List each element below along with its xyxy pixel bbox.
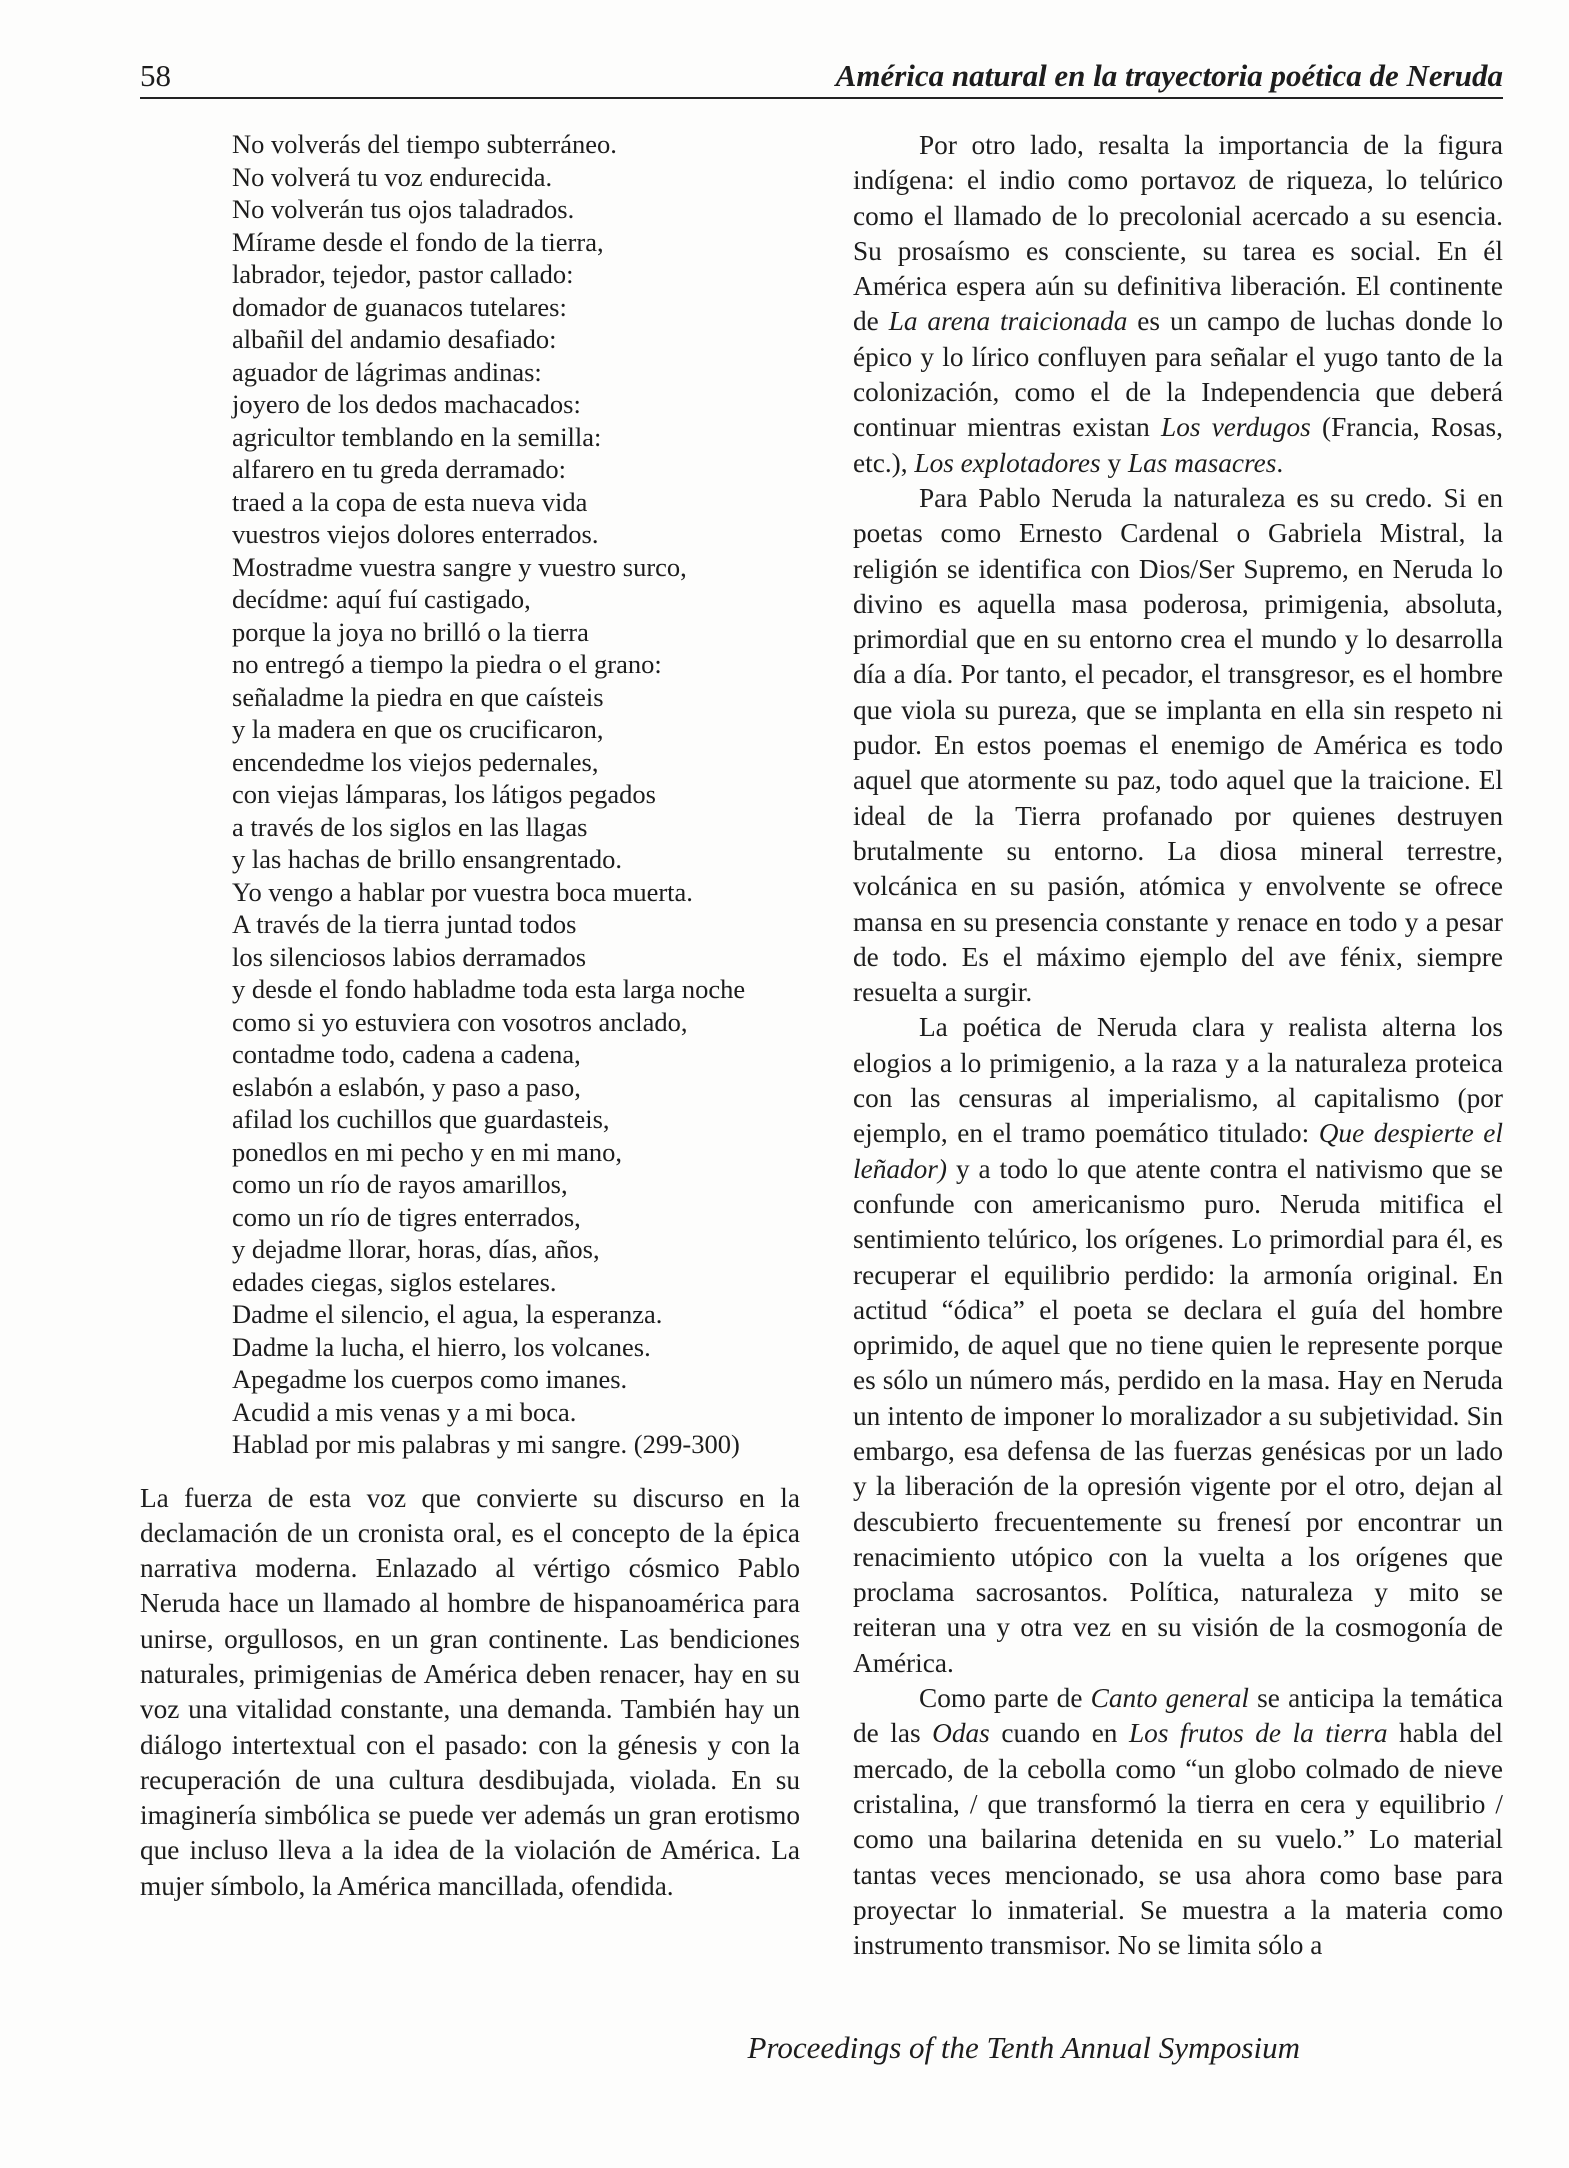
- poem-line: como un río de tigres enterrados,: [232, 1201, 581, 1232]
- poem-line: Dadme la lucha, el hierro, los volcanes.: [232, 1331, 651, 1362]
- left-column: [140, 128, 800, 1904]
- poem-line: y desde el fondo habladme toda esta larga noche: [232, 974, 746, 1004]
- poem-line: No volverás del tiempo subterráneo.: [232, 129, 617, 159]
- poem-line: no entregó a tiempo la piedra o el grano:: [232, 649, 662, 679]
- poem-line: Mostradme vuestra sangre y vuestro surco,: [232, 551, 687, 582]
- text-run: La poética de Neruda clara y realista alterna los elogios a lo primigenio, a la raza y a la naturaleza proteica con las censuras al imperialismo, al capitalismo (por ejemplo, en el tramo poemático titulado:: [853, 1012, 1503, 1149]
- poem-line: eslabón a eslabón, y paso a paso,: [232, 1071, 581, 1102]
- poem-line: edades ciegas, siglos estelares.: [232, 1266, 557, 1297]
- paragraph-figura-indigena: [853, 128, 1503, 481]
- poem-line: albañil del andamio desafiado:: [232, 324, 557, 354]
- poem-line: agricultor temblando en la semilla:: [232, 421, 602, 452]
- poem-line: joyero de los dedos machacados:: [232, 389, 581, 419]
- poem-line: labrador, tejedor, pastor callado:: [232, 259, 574, 289]
- poem-line: contadme todo, cadena a cadena,: [232, 1039, 581, 1069]
- text-run: habla del mercado, de la cebolla como “un globo colmado de nieve cristalina, / que transformó la tierra en cera y equilibrio / como una bailarina detenida en su vuelo.” Lo material tantas veces mencionado, se usa ahora como base para proyectar lo inmaterial. Se muestra a la materia como instrumento transmisor. No se limita sólo a: [853, 1718, 1504, 1961]
- left-paragraph: La fuerza de esta voz que convierte su discurso en la declamación de un cronista oral, es el concepto de la épica narrativa moderna. Enlazado al vértigo cósmico Pablo Neruda hace un llamado al hombre de hispanoamérica para unirse, orgullosos, en un gran continente. Las bendiciones naturales, primigenias de América deben renacer, hay en su voz una vitalidad constante, una demanda. También hay un diálogo intertextual con el pasado: con la génesis y con la recuperación de una cultura desdibujada, violada. En su imaginería simbólica se puede ver además un gran erotismo que incluso lleva a la idea de la violación de América. La mujer símbolo, la América mancillada, ofendida.: [140, 1482, 800, 1901]
- italic-title: La arena traicionada: [888, 306, 1128, 337]
- poem-line: y las hachas de brillo ensangrentado.: [232, 844, 623, 874]
- text-run: y: [1100, 447, 1128, 478]
- poem-line: porque la joya no brilló o la tierra: [232, 616, 589, 647]
- poem-line: los silenciosos labios derramados: [232, 941, 587, 972]
- text-run: es un campo de luchas donde lo épico y lo lírico confluyen para señalar el yugo tanto de la colonización, como el de la Independencia que deberá continuar mientras existan: [853, 306, 1503, 443]
- poem-line: ponedlos en mi pecho y en mi mano,: [232, 1136, 623, 1167]
- poem-line: Hablad por mis palabras y mi sangre. (299-300): [232, 1429, 740, 1459]
- text-run: cuando en: [989, 1718, 1129, 1749]
- poem-block: [140, 128, 800, 1461]
- poem-line: decídme: aquí fuí castigado,: [232, 584, 531, 614]
- running-title: América natural en la trayectoria poética de Neruda: [835, 58, 1503, 93]
- poem-line: a través de los siglos en las llagas: [232, 811, 588, 842]
- poem-line: A través de la tierra juntad todos: [232, 909, 577, 939]
- right-column: [853, 128, 1503, 1963]
- italic-title: Que despierte el leñador): [853, 1118, 1503, 1184]
- text-run: se anticipa la temática de las: [853, 1683, 1503, 1749]
- poem-line: Dadme el silencio, el agua, la esperanza.: [232, 1299, 663, 1329]
- text-run: .: [1276, 447, 1284, 478]
- poem-line: alfarero en tu greda derramado:: [232, 454, 567, 484]
- text-run: Como parte de: [919, 1683, 1091, 1714]
- poem-line: No volverá tu voz endurecida.: [232, 161, 553, 192]
- italic-title: Los explotadores: [914, 447, 1101, 478]
- poem-line: Mírame desde el fondo de la tierra,: [232, 226, 604, 257]
- poem-line: afilad los cuchillos que guardasteis,: [232, 1104, 610, 1134]
- poem-line: como si yo estuviera con vosotros anclado,: [232, 1006, 688, 1037]
- footer-proceedings: Proceedings of the Tenth Annual Symposium: [747, 2030, 1300, 2065]
- poem-line: encendedme los viejos pedernales,: [232, 746, 599, 777]
- poem-line: Apegadme los cuerpos como imanes.: [232, 1364, 628, 1394]
- paragraph-poetica-neruda: [853, 1010, 1503, 1681]
- poem-line: traed a la copa de esta nueva vida: [232, 486, 588, 517]
- text-run: (Francia, Rosas, etc.),: [853, 412, 1503, 478]
- poem-line: No volverán tus ojos taladrados.: [232, 194, 575, 224]
- italic-title: Odas: [932, 1718, 990, 1749]
- poem-line: domador de guanacos tutelares:: [232, 291, 567, 322]
- poem-line: y dejadme llorar, horas, días, años,: [232, 1234, 600, 1264]
- italic-title: Los verdugos: [1161, 412, 1311, 443]
- poem-line: Acudid a mis venas y a mi boca.: [232, 1396, 577, 1427]
- text-run: Por otro lado, resalta la importancia de la figura indígena: el indio como portavoz de riqueza, lo telúrico como el llamado de lo precolonial acercado a su esencia. Su prosaísmo es consciente, su tarea es social. En él América espera aún su definitiva liberación. El continente de: [853, 130, 1503, 337]
- italic-title: Las masacres: [1127, 447, 1277, 478]
- italic-title: Canto general: [1090, 1683, 1249, 1714]
- poem-line: aguador de lágrimas andinas:: [232, 356, 542, 387]
- poem-line: y la madera en que os crucificaron,: [232, 714, 604, 744]
- text-run: y a todo lo que atente contra el nativismo que se confunde con americanismo puro. Neruda mitifica el sentimiento telúrico, los orígenes. Lo primordial para él, es recuperar el equilibrio perdido: la armonía original. En actitud “ódica” el poeta se declara el guía del hombre oprimido, de aquel que no tiene quien le represente porque es sólo un número más, perdido en la masa. Hay en Neruda un intento de imponer lo moralizador a su subjetividad. Sin embargo, esa defensa de las fuerzas genésicas por un lado y la liberación de la opresión vigente por el otro, dejan al descubierto frecuentemente su frenesí por encontrar un renacimiento utópico con la vuelta a los orígenes que proclama sacrosantos. Política, naturaleza y mito se reiteran una y otra vez en su visión de la cosmogonía de América.: [853, 1153, 1503, 1678]
- page-number: 58: [140, 58, 171, 93]
- poem-line: como un río de rayos amarillos,: [232, 1169, 568, 1199]
- italic-title: Los frutos de la tierra: [1129, 1718, 1388, 1749]
- poem-line: vuestros viejos dolores enterrados.: [232, 519, 599, 549]
- paragraph-canto-general: [853, 1681, 1503, 1963]
- poem-line: Yo vengo a hablar por vuestra boca muerta.: [232, 876, 693, 907]
- header-rule: [140, 97, 1503, 99]
- poem-line: señaladme la piedra en que caísteis: [232, 681, 604, 712]
- poem-line: con viejas lámparas, los látigos pegados: [232, 779, 656, 809]
- paragraph-naturaleza-credo: Para Pablo Neruda la naturaleza es su credo. Si en poetas como Ernesto Cardenal o Gabriela Mistral, la religión se identifica con Dios/Ser Supremo, en Neruda lo divino es aquella masa poderosa, primigenia, absoluta, primordial que en su entorno crea el mundo y lo desarrolla día a día. Por tanto, el pecador, el transgresor, es el hombre que viola su pureza, que se implanta en ella sin respeto ni pudor. En estos poemas el enemigo de América es todo aquel que atormente su paz, todo aquel que la traicione. El ideal de la Tierra profanado por quienes destruyen brutalmente su entorno. La diosa mineral terrestre, volcánica en su pasión, atómica y envolvente se ofrece mansa en su presencia constante y renace en todo y a pesar de todo. Es el máximo ejemplo del ave fénix, siempre resuelta a surgir.: [853, 482, 1503, 1008]
